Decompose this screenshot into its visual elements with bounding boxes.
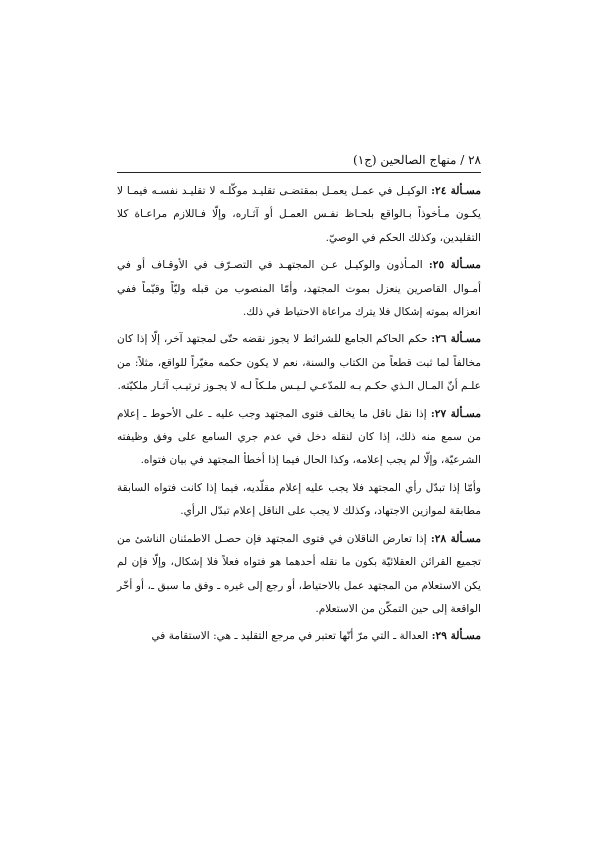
header-divider <box>117 172 481 173</box>
paragraph-text: الوكيـل في عمـل يعمـل بمقتضـى تقليـد موكّلـه لا تقليـد نفسـه فيمـا لا يكـون مـأخوذاً بـالواقع بلحـاظ نفـس العمـل أو آثـاره، وإلّا فـاللازم مراعـاة كلا التقليدين، وكذلك الحكم في الوصيّ. <box>117 185 481 244</box>
paragraph-masala-24 <box>117 180 481 250</box>
paragraph-masala-26 <box>117 328 481 398</box>
paragraph-masala-29 <box>117 625 481 648</box>
paragraph-masala-25 <box>117 254 481 324</box>
paragraph-text: المـأذون والوكيـل عـن المجتهـد في التصـرّف في الأوقـاف أو في أمـوال القاصرين ينعزل بموت المجتهد، وأمّا المنصوب من قبله وليّاً وقيّماً ففي انعزاله بموته إشكال فلا يترك مراعاة الاحتياط في ذلك. <box>117 259 481 319</box>
issue-label: مسـألة ٢٦: <box>431 333 481 346</box>
paragraph-text: إذا نقل ناقل ما يخالف فتوى المجتهد وجب عليه ـ على الأحوط ـ إعلام من سمع منه ذلك، إذا كان لنقله دخل في عدم جري السامع على وفق وظيفته الشرعيّة، وإلّا لم يجب إعلامه، وكذا الحال فيما إذا أخطأ المجتهد في بيان فتواه. <box>117 407 481 467</box>
paragraph-text: حكم الحاكم الجامع للشرائط لا يجوز نقضه حتّى لمجتهد آخر، إلّا إذا كان مخالفاً لما ثبت قطعاً من الكتاب والسنة، نعم لا يكون حكمه مغيّراً للواقع، مثلاً: من علـم أنّ المـال الـذي حكـم بـه للمدّعـي لـيـس ملـكاً لـه لا يجـوز ترتيـب آثـار ملكيّته. <box>117 333 481 393</box>
issue-label: مسـألة ٢٨: <box>430 532 481 545</box>
paragraph-text: إذا تعارض الناقلان في فتوى المجتهد فإن حصـل الاطمئنان الناشئ من تجميع القرائن العقلائيّة بكون ما نقله أحدهما هو فتواه فعلاً فلا إشكال، وإلّا فإن لم يكن الاستعلام من المجتهد عمل بالاحتياط، أو رجع إلى غيره ـ وفق ما سبق ـ، أو أخّر الواقعة إلى حين التمكّن من الاستعلام. <box>117 532 481 615</box>
issue-label: مسـألة ٢٩: <box>431 630 481 643</box>
issue-label: مسـألة ٢٤: <box>431 185 481 197</box>
paragraph-masala-28 <box>117 528 481 622</box>
issue-label: مسـألة ٢٧: <box>430 407 481 420</box>
paragraph-masala-27 <box>117 403 481 473</box>
paragraph-text: العدالة ـ التي مرّ أنّها تعتبر في مرجع التقليد ـ هي: الاستقامة في <box>151 630 432 643</box>
paragraph-text: وأمّا إذا تبدّل رأي المجتهد فلا يجب عليه إعلام مقلّديه، فيما إذا كانت فتواه السابقة مطابقة لموازين الاجتهاد، وكذلك لا يجب على الناقل إعلام تبدّل الرأي. <box>117 481 481 518</box>
running-head: ٢٨ / منهاج الصالحين (ج١) <box>353 153 481 167</box>
page-body <box>117 180 481 653</box>
paragraph-masala-27-continued <box>117 477 481 524</box>
issue-label: مسـألة ٢٥: <box>428 259 481 272</box>
